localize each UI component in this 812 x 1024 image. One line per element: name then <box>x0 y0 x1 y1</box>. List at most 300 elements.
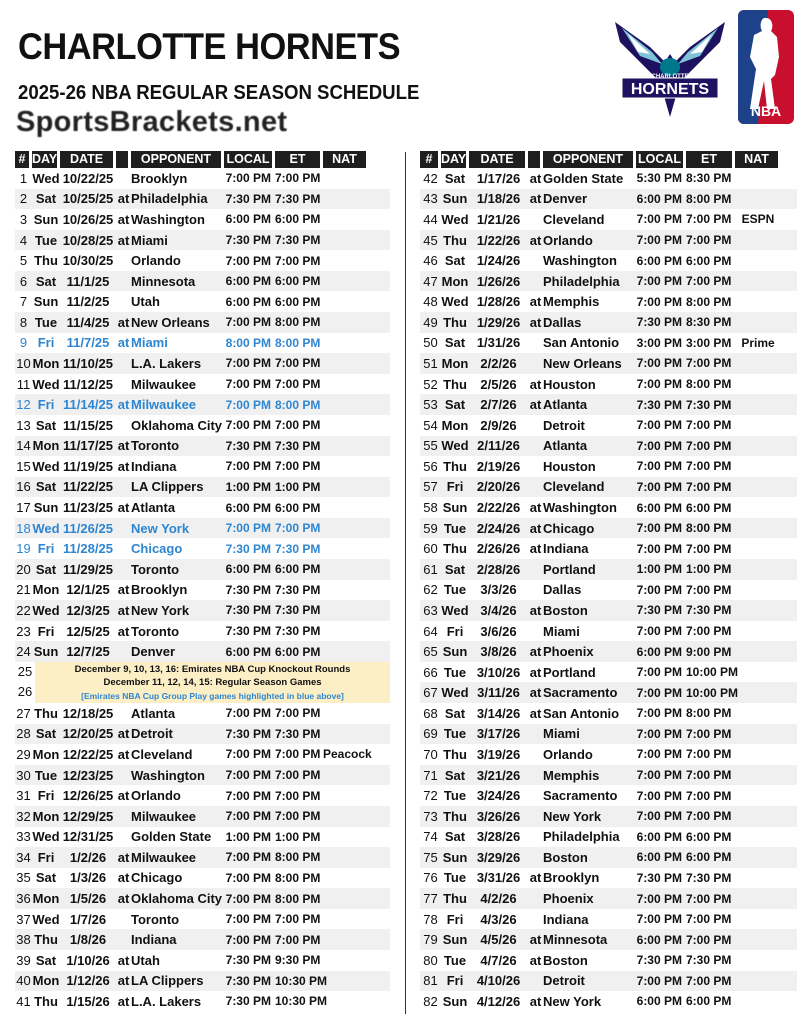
game-local: 7:30 PM <box>225 582 271 597</box>
game-day: Sat <box>444 561 466 577</box>
game-num: 32 <box>16 808 31 824</box>
game-day: Thu <box>443 232 467 248</box>
game-day: Tue <box>443 726 467 742</box>
game-row <box>15 744 390 765</box>
game-at: at <box>117 582 130 598</box>
game-num: 27 <box>16 705 31 721</box>
game-local: 7:00 PM <box>636 212 682 227</box>
game-row <box>15 600 390 621</box>
game-local: 7:00 PM <box>636 356 682 371</box>
game-row <box>15 621 390 642</box>
game-et: 1:00 PM <box>275 829 321 844</box>
game-row <box>15 950 390 971</box>
game-num: 39 <box>16 952 31 968</box>
game-num: 16 <box>16 479 31 495</box>
game-num: 54 <box>423 417 438 433</box>
game-row <box>420 312 797 333</box>
game-et: 10:30 PM <box>275 973 328 988</box>
game-local: 7:00 PM <box>636 541 682 556</box>
game-local: 7:00 PM <box>225 891 271 906</box>
game-day: Fri <box>37 623 55 639</box>
game-at: at <box>529 232 542 248</box>
column-header-et: ET <box>275 151 320 168</box>
game-num: 45 <box>423 232 438 248</box>
game-local: 7:30 PM <box>225 191 271 206</box>
game-day: Thu <box>443 541 467 557</box>
game-day: Thu <box>443 314 467 330</box>
game-day: Fri <box>37 397 55 413</box>
game-opp: San Antonio <box>543 705 620 721</box>
game-et: 3:00 PM <box>686 335 732 350</box>
game-local: 7:00 PM <box>225 418 271 433</box>
game-row <box>420 868 797 889</box>
game-row <box>420 250 797 271</box>
game-et: 8:00 PM <box>686 377 732 392</box>
game-row <box>420 374 797 395</box>
game-local: 7:00 PM <box>225 870 271 885</box>
game-date: 11/19/25 <box>63 458 113 474</box>
game-day: Sun <box>442 191 468 207</box>
schedule-table-right <box>420 151 797 1012</box>
game-opp: Washington <box>131 211 205 227</box>
game-date: 2/2/26 <box>480 355 517 371</box>
game-row <box>420 538 797 559</box>
game-day: Sun <box>33 644 59 660</box>
game-date: 1/17/26 <box>476 170 521 186</box>
game-et: 9:30 PM <box>275 953 321 968</box>
game-day: Mon <box>441 417 469 433</box>
game-num: 78 <box>423 911 438 927</box>
game-local: 7:30 PM <box>225 953 271 968</box>
column-header-date: DATE <box>60 151 113 168</box>
game-et: 7:00 PM <box>686 932 732 947</box>
game-date: 12/3/25 <box>66 602 110 618</box>
game-day: Sat <box>35 273 57 289</box>
game-local: 7:00 PM <box>636 233 682 248</box>
game-date: 1/31/26 <box>476 335 521 351</box>
column-header-num: # <box>15 151 29 168</box>
game-num: 70 <box>423 746 438 762</box>
game-row <box>15 991 390 1012</box>
game-local: 6:00 PM <box>225 500 271 515</box>
game-opp: Indiana <box>131 458 177 474</box>
game-row <box>15 847 390 868</box>
game-row <box>420 497 797 518</box>
game-num: 74 <box>423 829 438 845</box>
game-opp: Toronto <box>131 561 180 577</box>
game-day: Sat <box>35 561 57 577</box>
game-opp: Chicago <box>543 520 595 536</box>
game-date: 12/18/25 <box>62 705 114 721</box>
game-opp: Milwaukee <box>131 808 197 824</box>
game-et: 7:30 PM <box>275 624 321 638</box>
note-box <box>35 662 390 703</box>
game-date: 2/19/26 <box>476 458 521 474</box>
game-at: at <box>529 191 542 207</box>
game-local: 7:00 PM <box>225 788 271 803</box>
game-local: 6:00 PM <box>636 253 682 268</box>
game-local: 7:00 PM <box>225 397 271 412</box>
game-opp: Philadelphia <box>131 191 208 207</box>
game-opp: Memphis <box>543 767 600 783</box>
game-date: 1/2/26 <box>69 849 107 865</box>
game-local: 3:00 PM <box>636 335 682 350</box>
schedule-table-left <box>15 151 390 1012</box>
game-opp: Phoenix <box>543 644 594 660</box>
game-et: 8:00 PM <box>275 870 321 885</box>
game-et: 7:00 PM <box>686 541 732 556</box>
game-date: 2/7/26 <box>480 397 517 413</box>
game-num: 67 <box>423 685 438 701</box>
game-row <box>420 971 797 992</box>
game-local: 1:00 PM <box>225 829 271 844</box>
game-et: 7:00 PM <box>686 891 732 906</box>
game-date: 3/6/26 <box>480 623 517 639</box>
game-date: 10/30/25 <box>62 253 114 269</box>
game-day: Sun <box>442 849 468 865</box>
game-local: 7:00 PM <box>636 459 682 474</box>
game-date: 12/29/25 <box>62 808 114 824</box>
game-et: 6:00 PM <box>275 274 321 289</box>
game-row <box>15 518 390 539</box>
column-header-opp: OPPONENT <box>543 151 633 168</box>
game-num: 7 <box>19 294 28 310</box>
game-local: 8:00 PM <box>225 335 271 350</box>
game-local: 7:00 PM <box>636 521 682 536</box>
game-opp: Golden State <box>131 829 212 845</box>
game-opp: Boston <box>543 602 588 618</box>
hornets-logo <box>610 12 730 122</box>
game-num: 82 <box>423 993 438 1009</box>
game-et: 7:00 PM <box>686 233 732 248</box>
game-opp: Minnesota <box>543 932 608 948</box>
game-date: 12/23/25 <box>62 767 114 783</box>
game-et: 1:00 PM <box>686 562 732 577</box>
game-row <box>420 209 797 230</box>
game-et: 7:30 PM <box>275 541 321 556</box>
game-local: 7:00 PM <box>636 418 682 433</box>
game-row <box>420 168 797 189</box>
game-opp: Milwaukee <box>131 849 197 865</box>
game-date: 3/8/26 <box>480 644 517 660</box>
game-day: Sat <box>444 335 466 351</box>
game-et: 7:00 PM <box>275 171 321 186</box>
game-local: 7:00 PM <box>225 459 271 474</box>
game-number: 25 <box>17 663 33 679</box>
game-day: Mon <box>32 746 60 762</box>
game-day: Thu <box>443 458 467 474</box>
game-day: Sun <box>442 644 468 660</box>
game-at: at <box>117 891 130 907</box>
game-date: 11/2/25 <box>66 294 110 310</box>
game-opp: Boston <box>543 952 588 968</box>
game-day: Mon <box>32 355 60 371</box>
game-opp: Milwaukee <box>131 397 197 413</box>
game-day: Tue <box>443 520 467 536</box>
game-at: at <box>529 376 542 392</box>
game-num: 37 <box>16 911 31 927</box>
game-day: Mon <box>441 273 469 289</box>
game-opp: Memphis <box>543 294 600 310</box>
game-row <box>420 230 797 251</box>
game-day: Wed <box>32 376 60 392</box>
game-date: 1/15/26 <box>66 993 110 1009</box>
game-local: 7:00 PM <box>225 809 271 824</box>
game-at: at <box>117 973 130 989</box>
game-num: 40 <box>16 973 31 989</box>
game-num: 31 <box>16 788 31 804</box>
game-row <box>420 765 797 786</box>
game-opp: Dallas <box>543 314 582 330</box>
game-day: Wed <box>441 211 469 227</box>
game-et: 7:00 PM <box>686 624 732 638</box>
game-row <box>420 333 797 354</box>
game-date: 3/21/26 <box>476 767 521 783</box>
game-opp: Dallas <box>543 582 582 598</box>
game-date: 1/8/26 <box>69 932 107 948</box>
game-row <box>420 353 797 374</box>
game-date: 4/7/26 <box>480 952 517 968</box>
game-local: 7:00 PM <box>225 850 271 865</box>
game-row <box>420 929 797 950</box>
game-et: 1:00 PM <box>275 479 321 494</box>
game-num: 71 <box>423 767 438 783</box>
game-local: 7:00 PM <box>225 912 271 927</box>
game-local: 7:30 PM <box>225 541 271 556</box>
game-num: 11 <box>16 376 31 392</box>
game-row <box>420 291 797 312</box>
game-et: 7:00 PM <box>686 809 732 824</box>
game-date: 12/20/25 <box>62 726 114 742</box>
game-local: 7:30 PM <box>636 315 682 330</box>
game-date: 11/15/25 <box>63 417 113 433</box>
game-local: 7:00 PM <box>636 479 682 494</box>
game-date: 4/5/26 <box>480 932 517 948</box>
game-num: 14 <box>16 438 31 454</box>
game-day: Mon <box>32 438 60 454</box>
game-row <box>420 559 797 580</box>
game-opp: Toronto <box>131 911 180 927</box>
game-date: 12/31/25 <box>62 829 114 845</box>
game-et: 7:00 PM <box>686 356 732 371</box>
game-num: 44 <box>423 211 438 227</box>
game-opp: Orlando <box>543 232 593 248</box>
game-date: 11/23/25 <box>63 500 113 516</box>
game-opp: Oklahoma City <box>131 891 223 907</box>
game-date: 3/24/26 <box>476 788 521 804</box>
game-day: Thu <box>34 705 58 721</box>
game-at: at <box>529 541 542 557</box>
game-day: Fri <box>37 849 55 865</box>
game-row <box>15 312 390 333</box>
game-num: 81 <box>423 973 438 989</box>
game-num: 18 <box>16 520 31 536</box>
game-row <box>420 641 797 662</box>
game-day: Fri <box>446 479 464 495</box>
game-num: 69 <box>423 726 438 742</box>
game-at: at <box>117 438 130 454</box>
game-row <box>15 580 390 601</box>
game-num: 48 <box>423 294 438 310</box>
game-row <box>15 189 390 210</box>
game-day: Fri <box>446 973 464 989</box>
game-local: 7:00 PM <box>225 171 271 186</box>
game-row <box>420 600 797 621</box>
game-day: Sat <box>444 253 466 269</box>
game-opp: Washington <box>543 500 617 516</box>
column-header-local: LOCAL <box>637 152 682 166</box>
game-at: at <box>529 294 542 310</box>
game-num: 43 <box>423 191 438 207</box>
game-opp: Denver <box>543 191 588 207</box>
game-row <box>420 827 797 848</box>
game-row <box>420 621 797 642</box>
game-at: at <box>529 932 542 948</box>
game-local: 7:00 PM <box>636 768 682 783</box>
game-date: 3/28/26 <box>476 829 521 845</box>
game-number: 26 <box>17 684 33 700</box>
column-header-at <box>528 151 540 168</box>
game-at: at <box>529 993 542 1009</box>
game-opp: Philadelphia <box>543 273 620 289</box>
game-opp: Atlanta <box>131 500 176 516</box>
game-opp: Toronto <box>131 438 180 454</box>
game-num: 30 <box>16 767 31 783</box>
game-row <box>420 415 797 436</box>
game-num: 12 <box>16 397 31 413</box>
game-row <box>15 765 390 786</box>
game-at: at <box>117 397 130 413</box>
game-et: 6:00 PM <box>275 212 321 227</box>
game-date: 11/1/25 <box>66 273 110 289</box>
game-num: 56 <box>423 458 438 474</box>
game-local: 1:00 PM <box>225 479 271 494</box>
game-day: Sun <box>33 211 59 227</box>
game-et: 7:00 PM <box>686 912 732 927</box>
game-num: 59 <box>423 520 438 536</box>
game-num: 2 <box>19 191 28 207</box>
game-date: 11/26/25 <box>63 520 113 536</box>
nba-logo <box>738 10 794 124</box>
game-num: 35 <box>16 870 31 886</box>
game-opp: LA Clippers <box>131 479 204 495</box>
game-row <box>15 353 390 374</box>
game-opp: New Orleans <box>543 355 622 371</box>
game-day: Wed <box>32 829 60 845</box>
game-et: 7:30 PM <box>275 726 321 741</box>
game-local: 6:00 PM <box>636 500 682 515</box>
game-date: 11/10/25 <box>63 355 113 371</box>
game-date: 2/11/26 <box>477 438 520 454</box>
game-date: 4/10/26 <box>476 973 521 989</box>
game-date: 11/14/25 <box>63 397 113 413</box>
column-header-day: DAY <box>441 152 467 166</box>
game-et: 7:00 PM <box>686 459 732 474</box>
game-opp: Sacramento <box>543 788 618 804</box>
game-num: 47 <box>423 273 438 289</box>
game-et: 10:00 PM <box>686 665 739 680</box>
game-local: 6:00 PM <box>225 644 271 659</box>
game-opp: Chicago <box>131 870 183 886</box>
game-opp: Cleveland <box>131 746 193 762</box>
game-at: at <box>117 602 130 618</box>
game-day: Fri <box>446 911 464 927</box>
game-row <box>15 436 390 457</box>
game-opp: Cleveland <box>543 479 605 495</box>
game-row <box>15 724 390 745</box>
svg-text:HORNETS: HORNETS <box>630 81 710 98</box>
game-num: 50 <box>423 335 438 351</box>
game-et: 7:30 PM <box>275 582 321 597</box>
game-opp: New York <box>131 602 190 618</box>
game-date: 1/22/26 <box>476 232 521 248</box>
game-num: 75 <box>423 849 438 865</box>
game-local: 7:30 PM <box>225 726 271 741</box>
game-at: at <box>117 232 130 248</box>
game-day: Wed <box>441 438 469 454</box>
game-num: 8 <box>19 314 28 330</box>
game-et: 7:30 PM <box>686 953 732 968</box>
game-et: 7:30 PM <box>275 191 321 206</box>
game-date: 3/17/26 <box>476 726 521 742</box>
game-et: 7:00 PM <box>275 932 321 947</box>
game-num: 22 <box>16 602 31 618</box>
game-local: 6:00 PM <box>636 829 682 844</box>
game-num: 58 <box>423 500 438 516</box>
game-et: 6:00 PM <box>686 500 732 515</box>
game-date: 3/10/26 <box>476 664 521 680</box>
game-et: 7:00 PM <box>275 747 321 762</box>
game-local: 6:00 PM <box>225 212 271 227</box>
game-day: Sat <box>444 170 466 186</box>
game-day: Fri <box>37 788 55 804</box>
game-local: 6:00 PM <box>225 274 271 289</box>
game-num: 77 <box>423 891 438 907</box>
game-at: at <box>117 993 130 1009</box>
game-opp: Indiana <box>543 911 589 927</box>
column-header-tv: NAT TV <box>735 151 778 168</box>
game-at: at <box>529 705 542 721</box>
game-row <box>15 230 390 251</box>
game-row <box>420 806 797 827</box>
game-et: 7:00 PM <box>686 726 732 741</box>
game-date: 4/2/26 <box>480 891 517 907</box>
game-opp: Orlando <box>543 746 593 762</box>
game-row <box>15 374 390 395</box>
game-local: 7:30 PM <box>636 870 682 885</box>
game-date: 12/7/25 <box>66 644 110 660</box>
game-et: 8:00 PM <box>686 706 732 721</box>
game-date: 3/31/26 <box>476 870 521 886</box>
game-date: 3/11/26 <box>477 685 520 701</box>
game-opp: Utah <box>131 294 160 310</box>
game-num: 10 <box>16 355 31 371</box>
game-et: 6:00 PM <box>686 850 732 865</box>
game-et: 8:00 PM <box>686 521 732 536</box>
game-row <box>15 909 390 930</box>
game-day: Sat <box>35 952 57 968</box>
column-header-opp: OPPONENT <box>131 151 221 168</box>
game-opp: Miami <box>543 726 580 742</box>
game-opp: Denver <box>131 644 176 660</box>
game-opp: Atlanta <box>543 438 588 454</box>
game-row <box>15 703 390 724</box>
game-row <box>420 744 797 765</box>
game-opp: Sacramento <box>543 685 618 701</box>
game-et: 7:00 PM <box>275 356 321 371</box>
game-local: 7:30 PM <box>225 603 271 618</box>
game-et: 8:00 PM <box>275 891 321 906</box>
